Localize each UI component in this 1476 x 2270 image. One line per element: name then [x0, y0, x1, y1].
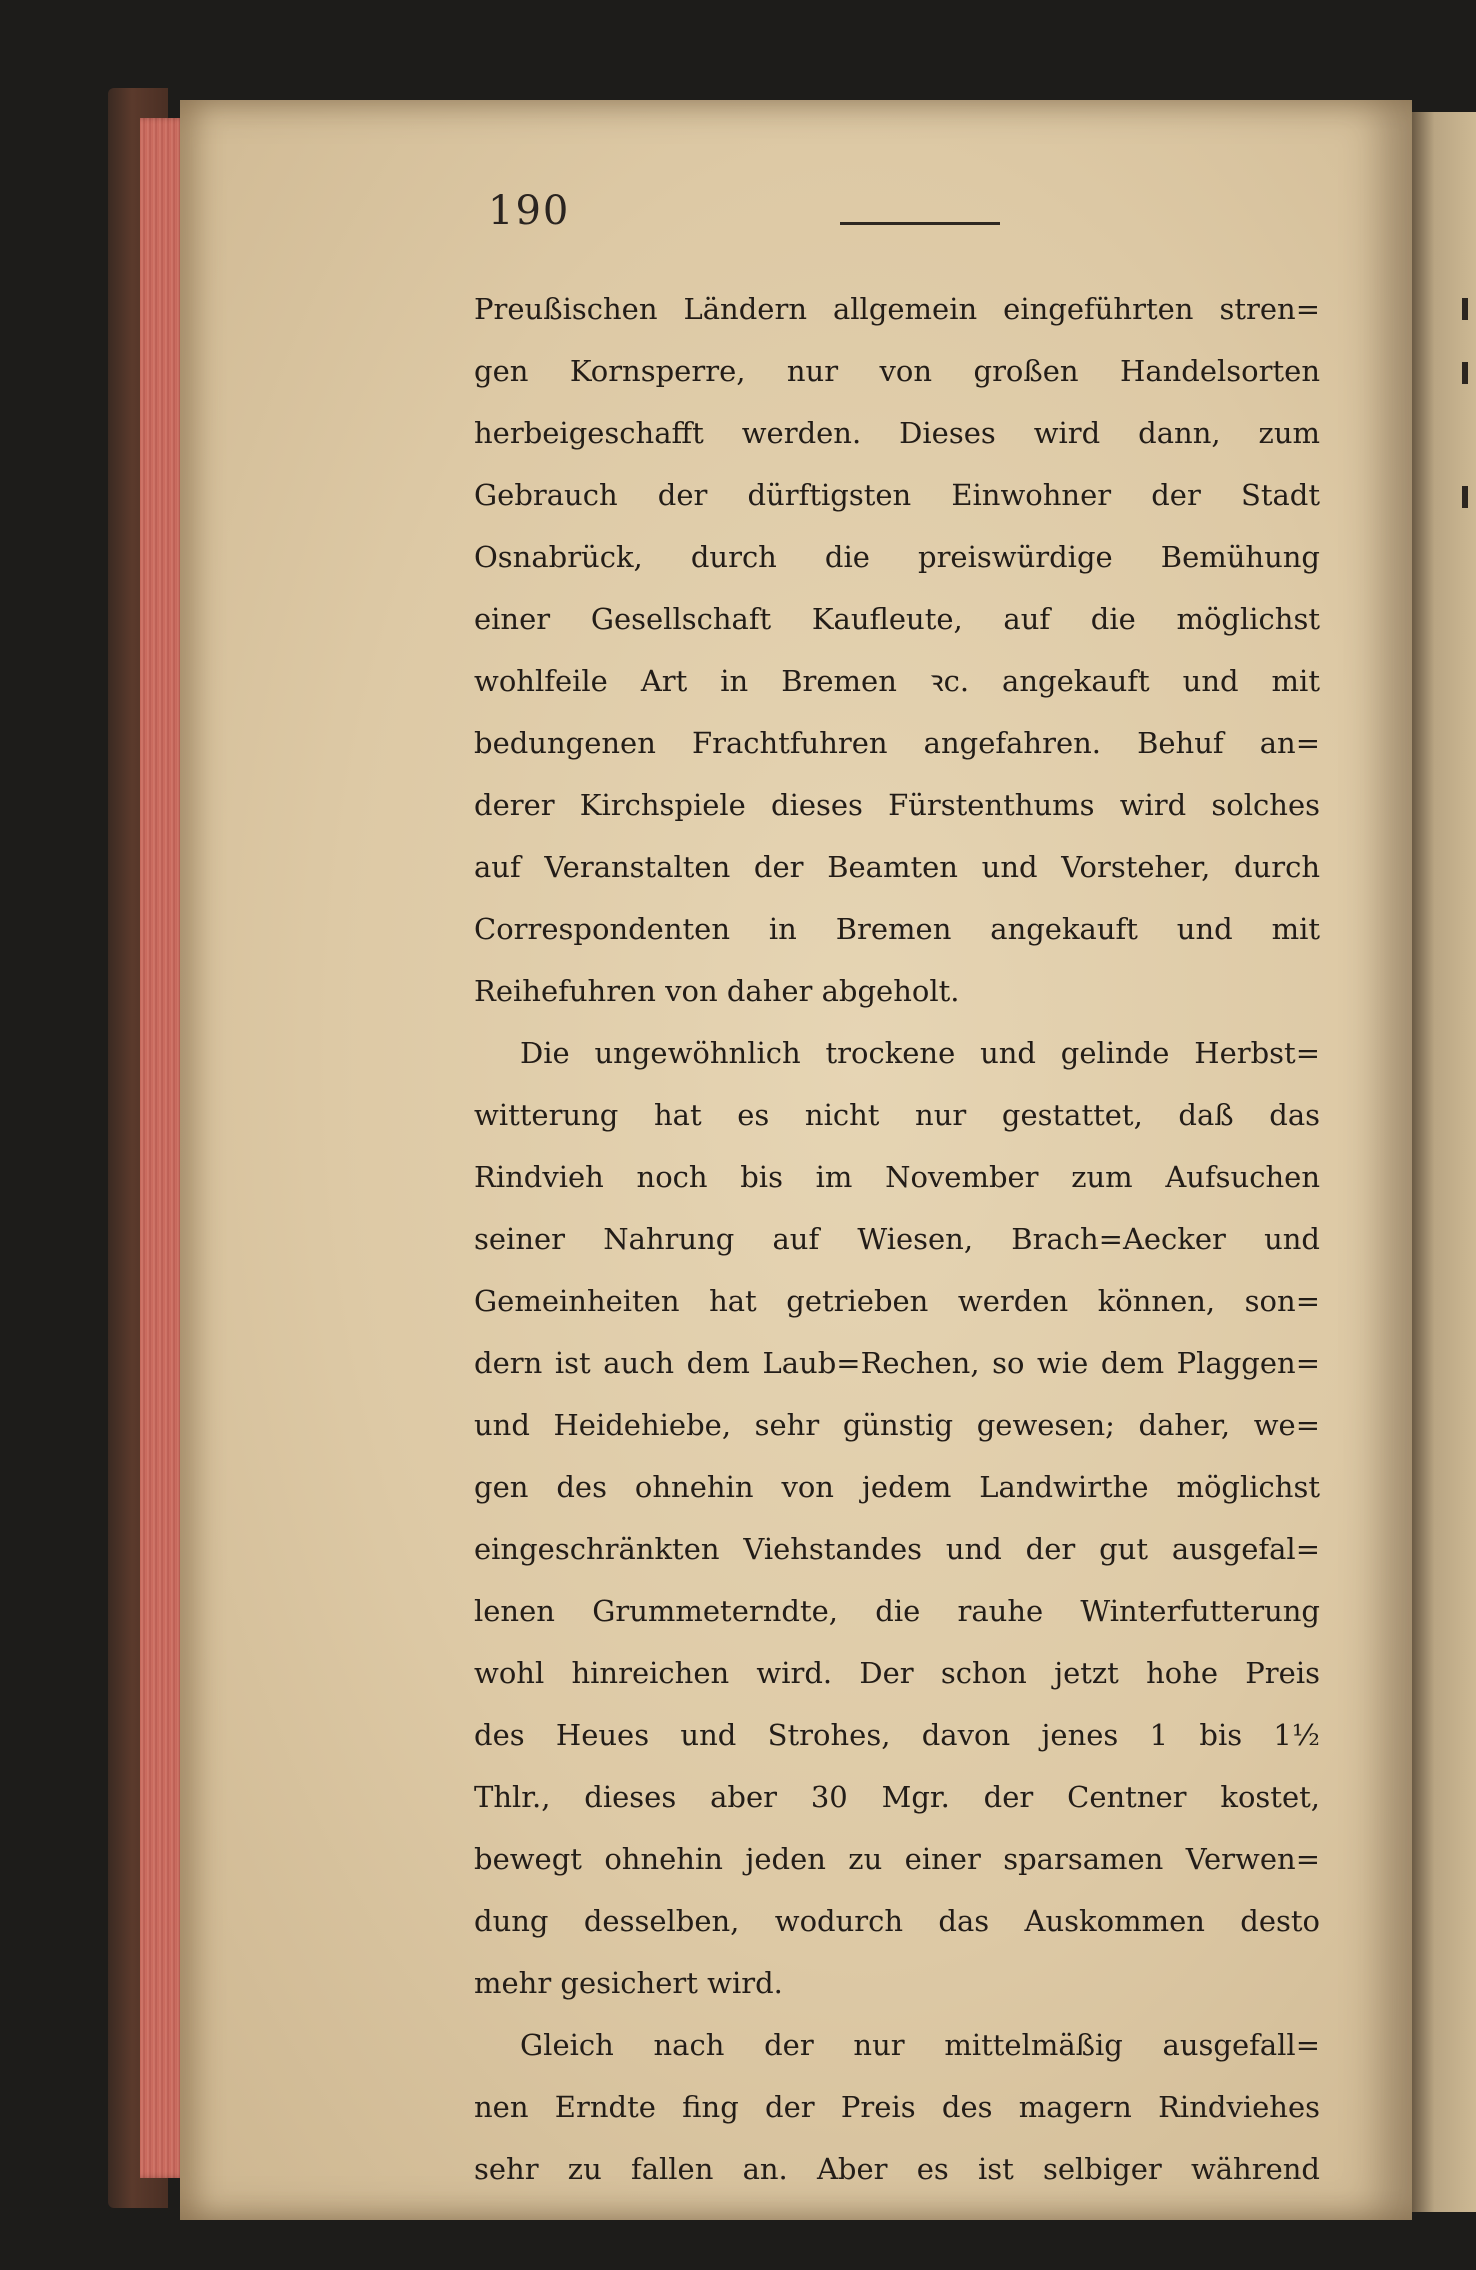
page-number: 190 — [488, 188, 571, 234]
text-line: Thlr., dieses aber 30 Mgr. der Centner kostet, — [474, 1780, 1320, 1814]
text-line: bedungenen Frachtfuhren angefahren. Behuf an= — [474, 726, 1320, 760]
text-line: wohlfeile Art in Bremen ꝛc. angekauft und mit — [474, 664, 1320, 698]
next-page-mark — [1462, 362, 1468, 384]
text-line: herbeigeschafft werden. Dieses wird dann, zum — [474, 416, 1320, 450]
text-line: wohl hinreichen wird. Der schon jetzt hohe Preis — [474, 1656, 1320, 1690]
text-line: Gemeinheiten hat getrieben werden können, son= — [474, 1284, 1320, 1318]
text-line: bewegt ohnehin jeden zu einer sparsamen Verwen= — [474, 1842, 1320, 1876]
text-line: einer Gesellschaft Kaufleute, auf die möglichst — [474, 602, 1320, 636]
page-text — [474, 278, 1320, 2200]
next-page-mark — [1462, 298, 1468, 320]
text-line: dung desselben, wodurch das Auskommen desto — [474, 1904, 1320, 1938]
text-line: dern ist auch dem Laub=Rechen, so wie dem Plaggen= — [474, 1346, 1320, 1380]
text-line: Die ungewöhnlich trockene und gelinde Herbst= — [520, 1036, 1320, 1070]
text-line: Correspondenten in Bremen angekauft und mit — [474, 912, 1320, 946]
text-line: nen Erndte fing der Preis des magern Rindviehes — [474, 2090, 1320, 2124]
text-line: seiner Nahrung auf Wiesen, Brach=Aecker und — [474, 1222, 1320, 1256]
header-rule — [840, 222, 1000, 225]
text-line: Gleich nach der nur mittelmäßig ausgefall= — [520, 2028, 1320, 2062]
text-line: Rindvieh noch bis im November zum Aufsuchen — [474, 1160, 1320, 1194]
text-line: des Heues und Strohes, davon jenes 1 bis 1½ — [474, 1718, 1320, 1752]
text-line: Preußischen Ländern allgemein eingeführten stren= — [474, 292, 1320, 326]
text-line: eingeschränkten Viehstandes und der gut ausgefal= — [474, 1532, 1320, 1566]
text-line: derer Kirchspiele dieses Fürstenthums wird solches — [474, 788, 1320, 822]
text-line: Reihefuhren von daher abgeholt. — [474, 974, 960, 1008]
text-line: Gebrauch der dürftigsten Einwohner der Stadt — [474, 478, 1320, 512]
text-line: und Heidehiebe, sehr günstig gewesen; daher, we= — [474, 1408, 1320, 1442]
text-line: auf Veranstalten der Beamten und Vorsteher, durch — [474, 850, 1320, 884]
text-line: gen Kornsperre, nur von großen Handelsorten — [474, 354, 1320, 388]
next-page-mark — [1462, 486, 1468, 508]
text-line: gen des ohnehin von jedem Landwirthe möglichst — [474, 1470, 1320, 1504]
text-line: mehr gesichert wird. — [474, 1966, 783, 2000]
text-line: lenen Grummeterndte, die rauhe Winterfutterung — [474, 1594, 1320, 1628]
next-page-edge — [1412, 112, 1476, 2212]
page-header — [300, 188, 1340, 248]
text-line: Osnabrück, durch die preiswürdige Bemühung — [474, 540, 1320, 574]
text-line: witterung hat es nicht nur gestattet, daß das — [474, 1098, 1320, 1132]
text-line: sehr zu fallen an. Aber es ist selbiger während — [474, 2152, 1320, 2186]
